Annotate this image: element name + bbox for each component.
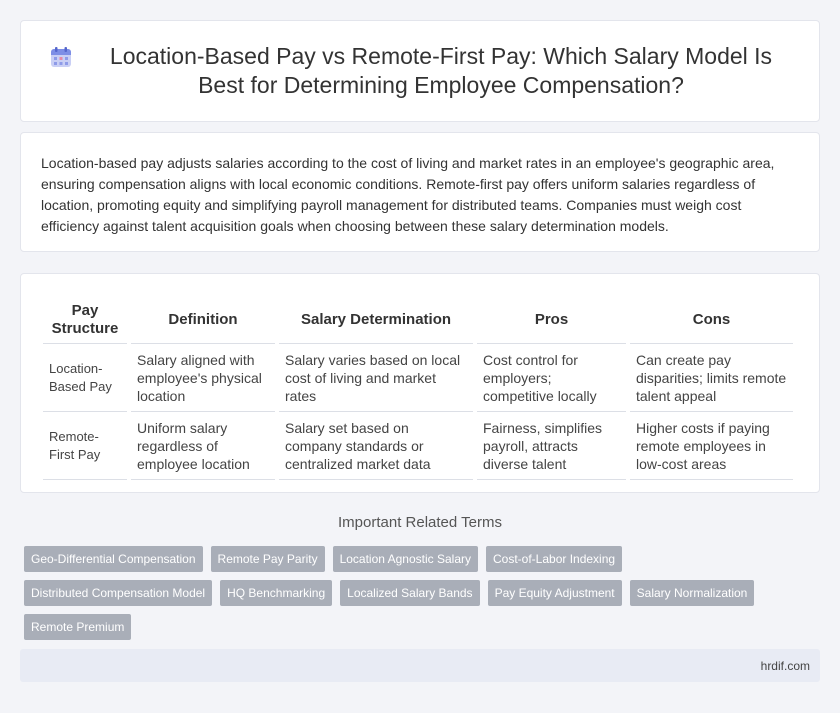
table-row <box>43 344 793 412</box>
table-header-row <box>43 291 793 344</box>
title-card <box>20 20 820 122</box>
table-cell-cons: Higher costs if paying remote employees in low-cost areas <box>630 412 793 480</box>
table-cell-definition: Uniform salary regardless of employee location <box>131 412 275 480</box>
related-term-tag[interactable]: Localized Salary Bands <box>340 580 479 606</box>
comparison-table <box>39 291 797 480</box>
table-row <box>43 412 793 480</box>
related-term-tag[interactable]: Salary Normalization <box>630 580 755 606</box>
title-wrap <box>50 42 790 100</box>
related-term-tag[interactable]: Distributed Compensation Model <box>24 580 212 606</box>
related-term-tag[interactable]: HQ Benchmarking <box>220 580 332 606</box>
column-header-definition: Definition <box>131 291 275 344</box>
table-cell-salary-determination: Salary varies based on local cost of living and market rates <box>279 344 473 412</box>
column-header-cons: Cons <box>630 291 793 344</box>
related-term-tag[interactable]: Pay Equity Adjustment <box>488 580 622 606</box>
related-term-tag[interactable]: Remote Pay Parity <box>211 546 325 572</box>
table-cell-cons: Can create pay disparities; limits remote talent appeal <box>630 344 793 412</box>
table-cell-pros: Fairness, simplifies payroll, attracts diverse talent <box>477 412 626 480</box>
related-terms-heading: Important Related Terms <box>338 514 502 531</box>
table-cell-salary-determination: Salary set based on company standards or centralized market data <box>279 412 473 480</box>
related-term-tag[interactable]: Location Agnostic Salary <box>333 546 478 572</box>
calendar-icon <box>50 46 72 68</box>
table-cell-definition: Salary aligned with employee's physical location <box>131 344 275 412</box>
footer-site-link[interactable]: hrdif.com <box>760 658 810 673</box>
table-cell-pay-structure: Location-Based Pay <box>43 344 127 412</box>
column-header-salary-determination: Salary Determination <box>279 291 473 344</box>
column-header-pay-structure: Pay Structure <box>43 291 127 344</box>
footer <box>20 649 820 682</box>
related-term-tag[interactable]: Remote Premium <box>24 614 131 640</box>
table-cell-pros: Cost control for employers; competitive locally <box>477 344 626 412</box>
related-terms-tags <box>24 546 824 648</box>
intro-card <box>20 132 820 252</box>
intro-text: Location-based pay adjusts salaries according to the cost of living and market rates in an employee's geographic area, ensuring compensation aligns with local economic conditions. Remote-first pay offers uniform salaries regardless of location, promoting equity and simplifying payroll management for distributed teams. Companies must weigh cost efficiency against talent acquisition goals when choosing between these salary determination models. <box>41 155 775 234</box>
table-cell-pay-structure: Remote-First Pay <box>43 412 127 480</box>
related-term-tag[interactable]: Cost-of-Labor Indexing <box>486 546 622 572</box>
column-header-pros: Pros <box>477 291 626 344</box>
page-title: Location-Based Pay vs Remote-First Pay: Which Salary Model Is Best for Determining Employee Compensation? <box>109 43 773 98</box>
related-term-tag[interactable]: Geo-Differential Compensation <box>24 546 203 572</box>
comparison-table-card <box>20 273 820 493</box>
